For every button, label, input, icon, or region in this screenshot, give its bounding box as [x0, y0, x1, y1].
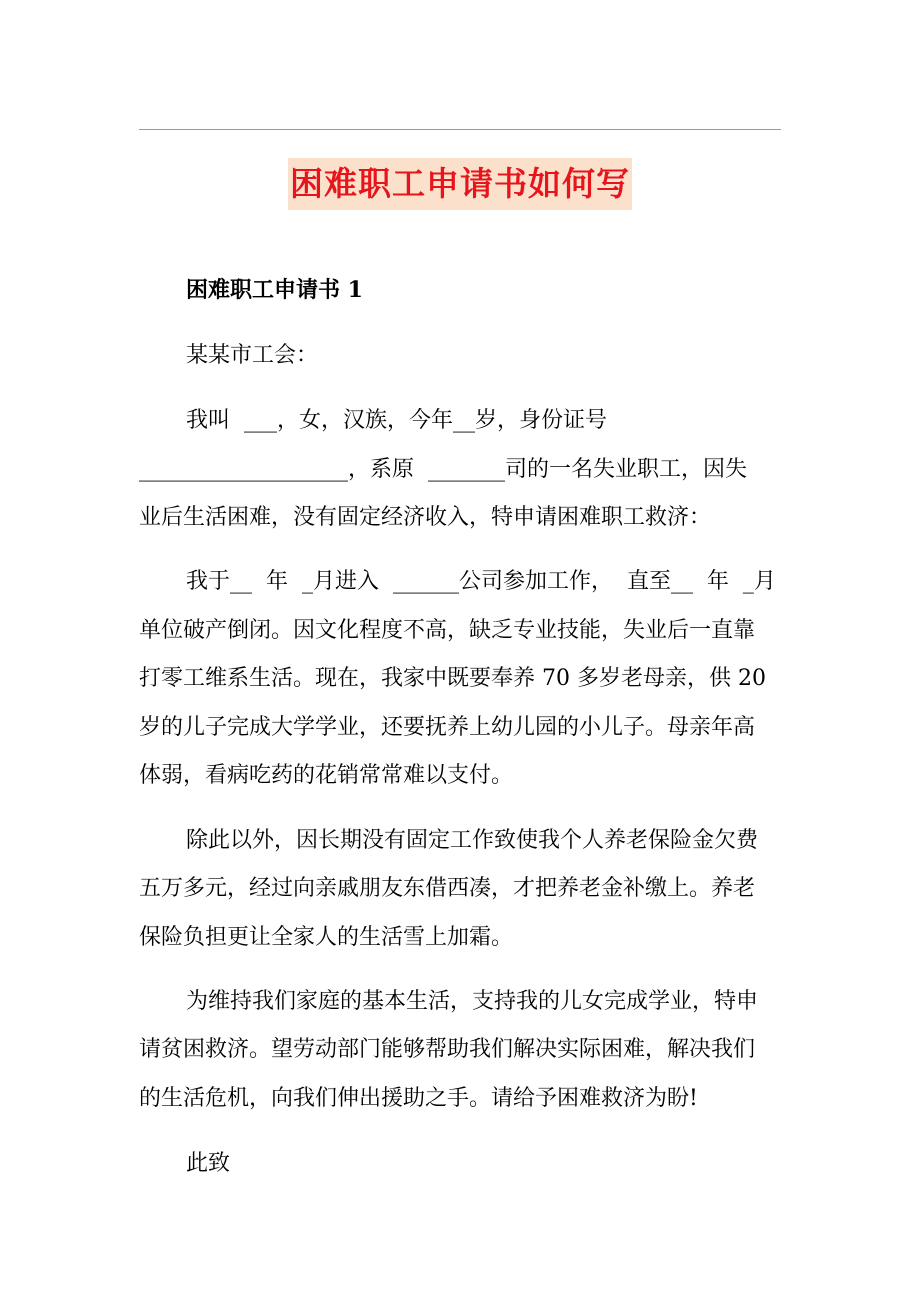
salutation: 某某市工会：	[186, 343, 319, 368]
paragraph-line: ___________________，系原 _______司的一名失业职工，因失	[139, 457, 747, 482]
paragraph-line: 单位破产倒闭。因文化程度不高，缺乏专业技能，失业后一直靠	[139, 618, 756, 643]
paragraph-line: 体弱，看病吃药的花销常常难以支付。	[139, 763, 514, 788]
paragraph-line: 岁的儿子完成大学学业，还要抚养上幼儿园的小儿子。母亲年高	[139, 715, 756, 740]
paragraph-line: 打零工维系生活。现在，我家中既要奉养 70 多岁老母亲，供 20	[139, 666, 766, 691]
document-title: 困难职工申请书如何写	[288, 158, 632, 210]
paragraph-line: 为维持我们家庭的基本生活，支持我的儿女完成学业，特申	[186, 989, 759, 1014]
paragraph-line: 除此以外，因长期没有固定工作致使我个人养老保险金欠费	[186, 828, 759, 853]
paragraph-line: 的生活危机，向我们伸出援助之手。请给予困难救济为盼!	[139, 1086, 698, 1111]
title-container	[0, 158, 920, 210]
paragraph-line: 我叫 ___，女，汉族，今年__岁，身份证号	[186, 408, 607, 433]
paragraph-line: 保险负担更让全家人的生活雪上加霜。	[139, 925, 514, 950]
paragraph-line: 五万多元，经过向亲戚朋友东借西凑，才把养老金补缴上。养老	[139, 876, 756, 901]
section-title: 困难职工申请书 1	[186, 277, 363, 303]
paragraph-line: 请贫困救济。望劳动部门能够帮助我们解决实际困难，解决我们	[139, 1037, 756, 1062]
closing-line: 此致	[186, 1151, 231, 1176]
header-rule	[139, 129, 781, 130]
paragraph-line: 我于__ 年 _月进入 ______公司参加工作， 直至__ 年 _月	[186, 569, 776, 594]
paragraph-line: 业后生活困难，没有固定经济收入，特申请困难职工救济：	[139, 505, 712, 530]
